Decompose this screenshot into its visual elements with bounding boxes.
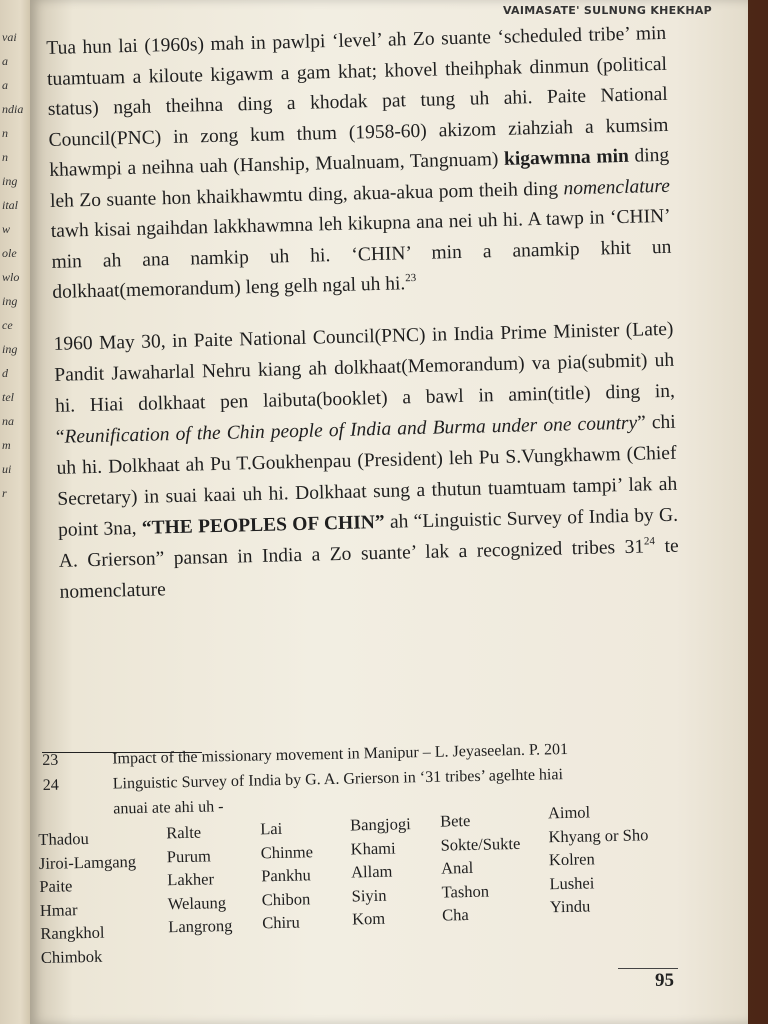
tribe-name: Sokte/Sukte [440, 833, 521, 855]
left-page-text-fragment: ital [2, 198, 19, 212]
left-page-text-fragment: na [2, 414, 14, 428]
tribe-name: Purum [166, 845, 211, 866]
tribe-name: Welaung [167, 892, 227, 913]
tribe-name: Cha [441, 905, 469, 925]
tribe-name: Yindu [549, 896, 591, 917]
left-page-text-fragment: ole [2, 246, 17, 260]
running-header: VAIMASATE' SULNUNG KHEKHAP [502, 4, 712, 17]
footnote-24-continuation: anuai ate ahi uh - [113, 798, 224, 818]
tribe-name: Pankhu [261, 865, 311, 886]
tribe-name: Chibon [261, 888, 311, 909]
left-page-text-fragment: w [2, 222, 11, 236]
tribe-name: Thadou [38, 828, 90, 849]
tribe-name: Allam [350, 861, 393, 882]
tribe-name: Siyin [351, 885, 387, 905]
tribe-name: Kom [351, 908, 386, 929]
tribe-name: Aimol [547, 802, 591, 823]
left-page-text-fragment: a [2, 54, 8, 68]
tribe-name: Chimbok [40, 946, 103, 967]
left-page-text-fragment: d [2, 366, 8, 380]
left-facing-page-edge [0, 0, 34, 1024]
footnote-ref-24: 24 [643, 534, 656, 548]
tribe-name: Chinme [260, 841, 314, 862]
tribe-name: Kolren [548, 849, 595, 870]
tribe-name: Bete [439, 810, 471, 831]
left-page-text-fragment: a [2, 78, 8, 92]
left-page-text-fragment: ui [2, 462, 12, 476]
footnote-23: 23 Impact of the missionary movement in Manipur – L. Jeyaseelan. P. 201 [42, 740, 569, 769]
left-page-text-fragment: tel [2, 390, 14, 404]
left-page-text-fragment: ing [2, 174, 18, 188]
left-page-text-fragment: r [2, 486, 7, 500]
left-page-text-fragment: m [2, 438, 11, 452]
tribe-name: Ralte [166, 822, 202, 843]
tribe-column-1 [38, 826, 138, 969]
book-page [30, 0, 748, 1024]
tribe-name: Anal [440, 857, 474, 878]
tribe-name: Chiru [262, 912, 300, 933]
tribe-column-3 [260, 816, 315, 935]
tribe-name: Langrong [168, 915, 233, 937]
left-page-text-fragment: n [2, 126, 8, 140]
left-page-text-fragment: wlo [2, 270, 20, 284]
tribe-name: Khami [350, 838, 396, 858]
left-page-text-fragment: n [2, 150, 8, 164]
page-number: 95 [655, 970, 674, 991]
tribe-name: Rangkhol [40, 922, 105, 943]
tribe-name: Lai [260, 818, 283, 839]
tribe-name: Lushei [549, 872, 595, 893]
tribe-name: Paite [39, 876, 73, 896]
tribe-name: Jiroi-Lamgang [38, 851, 137, 873]
left-page-text-fragment: ndia [2, 102, 24, 116]
page-number-rule [618, 968, 678, 969]
left-page-text-fragment: vai [2, 30, 17, 44]
tribe-name: Tashon [441, 881, 490, 902]
tribe-name: Bangjogi [349, 814, 411, 835]
tribe-name: Hmar [39, 899, 78, 920]
footnote-24: 24 Linguistic Survey of India by G. A. Grierson in ‘31 tribes’ agelhte hiai [42, 766, 564, 794]
tribe-name: Khyang or Sho [548, 824, 649, 846]
paragraph-2: 1960 May 30, in Paite National Council(PNC) in India Prime Minister (Late) Pandit Jawaharlal Nehru kiang ah dolkhaat(Memorandum) va pia(submit) uh hi. Hiai dolkhaat pen laibuta(booklet) a bawl in amin(title) ding in, “Reunification of the Chin people of India and Burma under one country” chi uh hi. Dolkhaat ah Pu T.Goukhenpau (President) leh Pu S.Vungkhawm (Chief Secretary) in suai kaai uh hi. Dolkhaat sung a thutun tuamtuam tampi’ lak ah point 3na, “THE PEOPLES OF CHIN” ah “Linguistic Survey of India by G. A. Grierson” pansan in India a Zo suante’ lak a recognized tribes $31^{24}$ te nomenclature [53, 318, 679, 603]
left-page-text-fragment: ing [2, 342, 18, 356]
tribe-list [38, 802, 682, 1000]
left-page-text-fragment: ce [2, 318, 13, 332]
tribe-column-6 [548, 799, 650, 919]
tribe-column-2 [166, 820, 233, 939]
body-text [46, 19, 680, 607]
left-page-text-fragment: ing [2, 294, 18, 308]
tribe-column-5 [440, 808, 522, 927]
tribe-name: Lakher [167, 869, 215, 890]
tribe-column-4 [350, 812, 413, 931]
paragraph-1: Tua hun lai (1960s) mah in pawlpi ‘level’ ah Zo suante ‘scheduled tribe’ min tuamtuam a kiloute kigawm a gam khat; khovel theihphak dinmun (political status) ngah theihna ding a khodak pat tung uh ahi. Paite National Council(PNC) in zong kum thum (1958-60) akizom ziahziah a kumsim khawmpi a neihna uah (Hanship, Mualnuam, Tangnuam) kigawmna min ding leh Zo suante hon khaikhawmtu ding, akua-akua pom theih ding nomenclature tawh kisai ngaihdan lakkhawmna leh kikupna ana nei uh hi. A tawp in ‘CHIN’ min ah ana namkip uh hi. ‘CHIN’ min a anamkip khit un dolkhaat(memorandum) leng gelh ngal uh hi.$^{23}$ [46, 22, 672, 303]
footnote-ref-23: 23 [405, 272, 417, 285]
